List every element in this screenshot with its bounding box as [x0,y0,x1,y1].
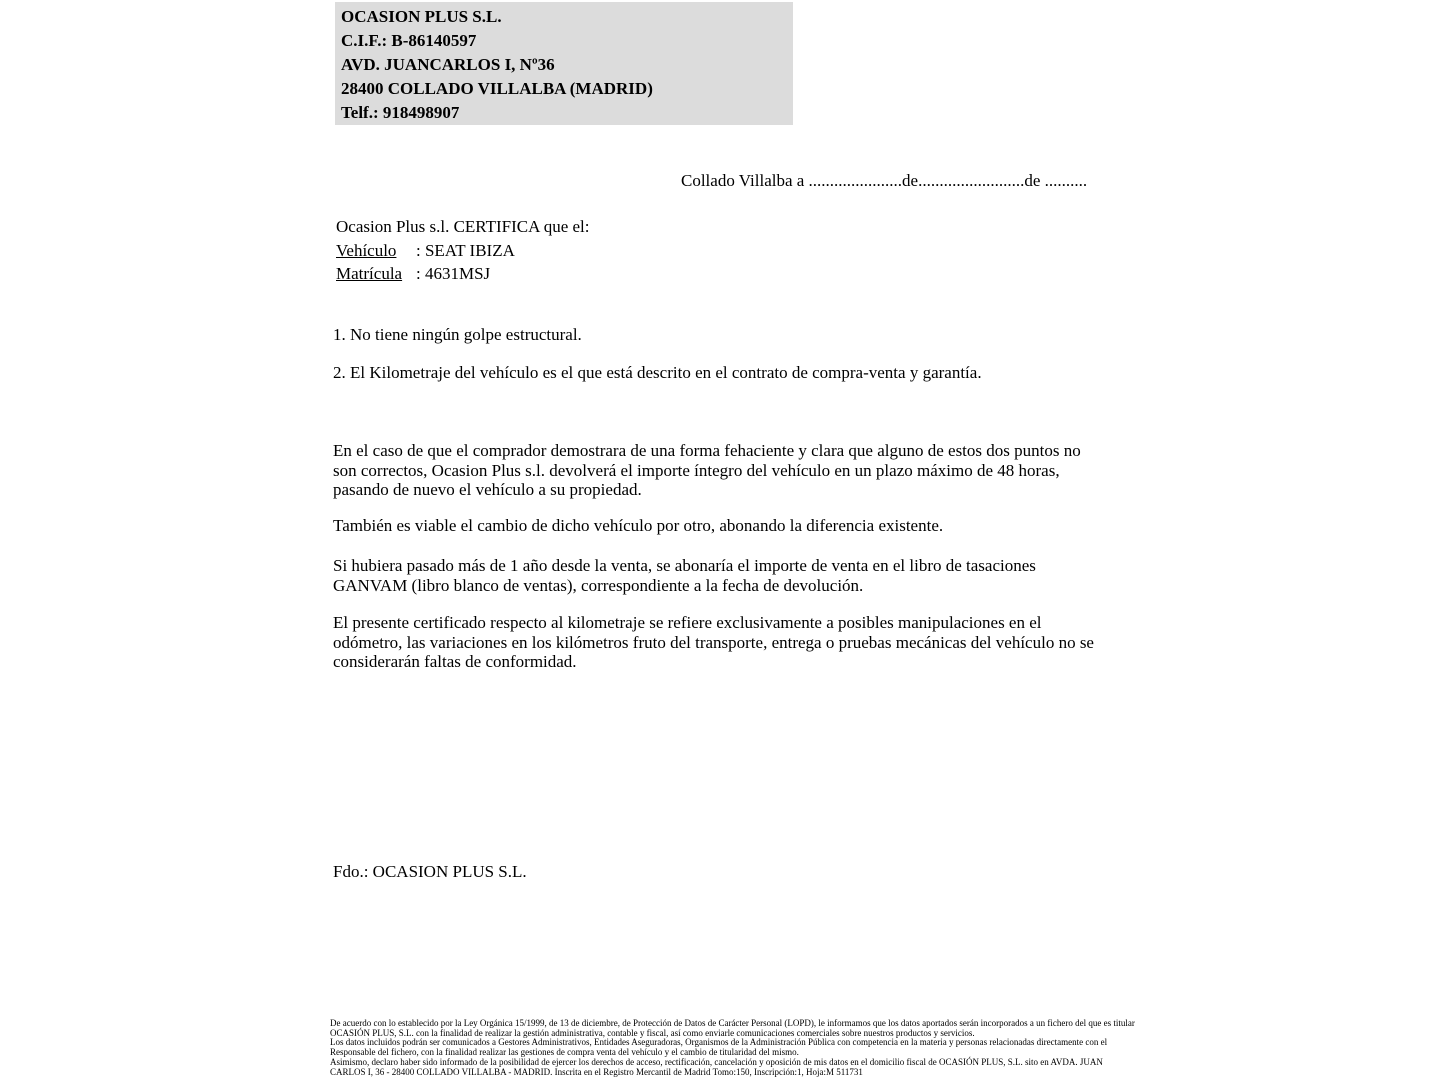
certificate-intro: Ocasion Plus s.l. CERTIFICA que el: [336,217,590,236]
paragraph-ganvam: Si hubiera pasado más de 1 año desde la venta, se abonaría el importe de venta en el libro de tasaciones GANVAM (libro blanco de ventas), correspondiente a la fecha de devolución. [333,556,1036,595]
company-phone: Telf.: 918498907 [341,103,460,122]
vehicle-label-box [336,239,416,263]
paragraph-odometer: El presente certificado respecto al kilometraje se refiere exclusivamente a posibles manipulaciones en el odómetro, las variaciones en los kilómetros fruto del transporte, entrega o pruebas mecánicas del vehículo no se considerarán faltas de conformidad. [333,613,1094,671]
company-header-box [335,2,793,125]
paragraph-refund: En el caso de que el comprador demostrara de una forma fehaciente y clara que alguno de estos dos puntos no son correctos, Ocasion Plus s.l. devolverá el importe íntegro del vehículo en un plazo máximo de 48 horas, pasando de nuevo el vehículo a su propiedad. [333,441,1081,499]
paragraph-exchange: También es viable el cambio de dicho vehículo por otro, abonando la diferencia existente. [333,516,944,535]
plate-label-box [336,262,416,286]
plate-row [336,262,590,286]
condition-point-2: 2. El Kilometraje del vehículo es el que está descrito en el contrato de compra-venta y garantía. [333,363,982,382]
legal-footer-line: Asimismo, declaro haber sido informado de la posibilidad de ejercer los derechos de acceso, rectificación, cancelación y oposición de mis datos en el domicilio fiscal de OCASIÓN PLUS, S.L. sito en AVDA. JUAN [330,1056,1103,1067]
legal-footer-line: De acuerdo con lo establecido por la Ley Orgánica 15/1999, de 13 de diciembre, de Protección de Datos de Carácter Personal (LOPD), le informamos que los datos aportados serán incorporados a un fichero del que es titular [330,1018,1135,1028]
vehicle-value: : SEAT IBIZA [416,240,515,260]
legal-footer-line: Responsable del fichero, con la finalidad realizar las gestiones de compra venta del vehículo y el cambio de titularidad del mismo. [330,1047,799,1058]
legal-footer [330,1019,1135,1077]
signature-line: Fdo.: OCASION PLUS S.L. [333,862,527,881]
company-name: OCASION PLUS S.L. [341,7,502,26]
legal-footer-line: Los datos incluidos podrán ser comunicados a Gestores Administrativos, Entidades Aseguradoras, Organismos de la Administración Pública con competencia en la materia y personas relacionadas directamente con el [330,1037,1108,1048]
condition-point-1: 1. No tiene ningún golpe estructural. [333,325,582,344]
plate-label: Matrícula [336,264,403,284]
vehicle-label: Vehículo [336,240,397,260]
vehicle-row [336,239,590,263]
plate-value: : 4631MSJ [416,264,491,284]
legal-footer-line: OCASIÓN PLUS, S.L. con la finalidad de realizar la gestión administrativa, contable y fiscal, así como enviarle comunicaciones comerciales sobre nuestros productos y servicios. [330,1027,975,1038]
company-address: AVD. JUANCARLOS I, Nº36 [341,55,555,74]
company-cif: C.I.F.: B-86140597 [341,31,477,50]
company-city: 28400 COLLADO VILLALBA (MADRID) [341,79,653,98]
date-blank-line: Collado Villalba a ......................de.........................de .......... [681,171,1088,190]
legal-footer-line: CARLOS I, 36 - 28400 COLLADO VILLALBA - MADRID. Inscrita en el Registro Mercantil de Madrid Tomo:150, Inscripción:1, Hoja:M 511731 [330,1066,863,1077]
certificate-block [336,215,590,286]
